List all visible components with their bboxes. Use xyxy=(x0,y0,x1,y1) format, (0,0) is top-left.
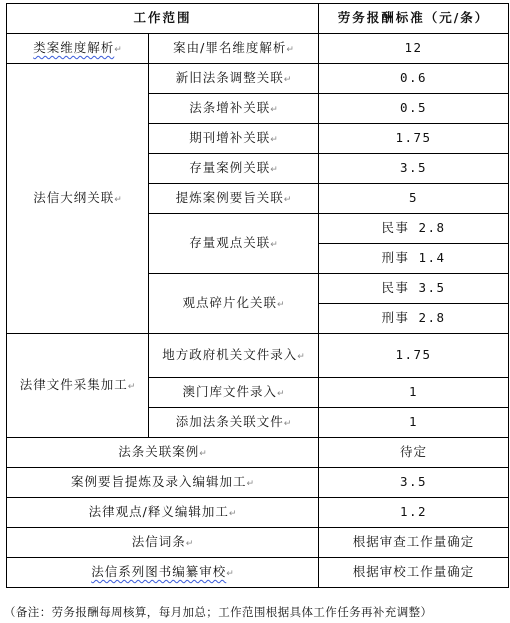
rate-cell: 3.5 xyxy=(319,468,509,498)
rate-cell: 1.75 xyxy=(319,334,509,378)
rate-cell: 民事 2.8 xyxy=(319,214,509,244)
rate-cell: 刑事 2.8 xyxy=(319,304,509,334)
item-label: 期刊增补关联↵ xyxy=(149,124,319,154)
scope-label: 法条关联案例↵ xyxy=(7,438,319,468)
table-row xyxy=(7,528,509,558)
header-rate: 劳务报酬标准（元/条） xyxy=(319,4,509,34)
item-label: 法条增补关联↵ xyxy=(149,94,319,124)
rate-cell: 1 xyxy=(319,378,509,408)
rate-table xyxy=(6,3,509,588)
item-label: 观点碎片化关联↵ xyxy=(149,274,319,334)
rate-cell: 根据审校工作量确定 xyxy=(319,558,509,588)
rate-cell: 0.5 xyxy=(319,94,509,124)
item-label: 存量案例关联↵ xyxy=(149,154,319,184)
group-label: 法律文件采集加工↵ xyxy=(7,334,149,438)
item-label: 提炼案例要旨关联↵ xyxy=(149,184,319,214)
header-row xyxy=(7,4,509,34)
table-row xyxy=(7,438,509,468)
rate-cell: 根据审查工作量确定 xyxy=(319,528,509,558)
rate-cell: 12 xyxy=(319,34,509,64)
rate-cell: 刑事 1.4 xyxy=(319,244,509,274)
rate-cell: 1 xyxy=(319,408,509,438)
group-label: 法信大纲关联↵ xyxy=(7,64,149,334)
scope-label: 法信系列图书编纂审校↵ xyxy=(7,558,319,588)
rate-cell: 5 xyxy=(319,184,509,214)
item-label: 添加法条关联文件↵ xyxy=(149,408,319,438)
rate-cell: 3.5 xyxy=(319,154,509,184)
rate-cell: 1.75 xyxy=(319,124,509,154)
table-row xyxy=(7,334,509,378)
scope-label: 法律观点/释义编辑加工↵ xyxy=(7,498,319,528)
scope-label: 法信词条↵ xyxy=(7,528,319,558)
table-row xyxy=(7,498,509,528)
footnote: （备注：劳务报酬每周核算，每月加总；工作范围根据具体工作任务再补充调整） xyxy=(4,605,433,619)
group-label: 类案维度解析↵ xyxy=(7,34,149,64)
header-scope: 工作范围 xyxy=(7,4,319,34)
rate-cell: 待定 xyxy=(319,438,509,468)
table-row xyxy=(7,34,509,64)
item-label: 新旧法条调整关联↵ xyxy=(149,64,319,94)
item-label: 澳门库文件录入↵ xyxy=(149,378,319,408)
table-row xyxy=(7,558,509,588)
rate-cell: 0.6 xyxy=(319,64,509,94)
scope-label: 案例要旨提炼及录入编辑加工↵ xyxy=(7,468,319,498)
table-row xyxy=(7,468,509,498)
item-label: 案由/罪名维度解析↵ xyxy=(149,34,319,64)
item-label: 地方政府机关文件录入↵ xyxy=(149,334,319,378)
item-label: 存量观点关联↵ xyxy=(149,214,319,274)
table-row xyxy=(7,64,509,94)
rate-cell: 1.2 xyxy=(319,498,509,528)
rate-cell: 民事 3.5 xyxy=(319,274,509,304)
